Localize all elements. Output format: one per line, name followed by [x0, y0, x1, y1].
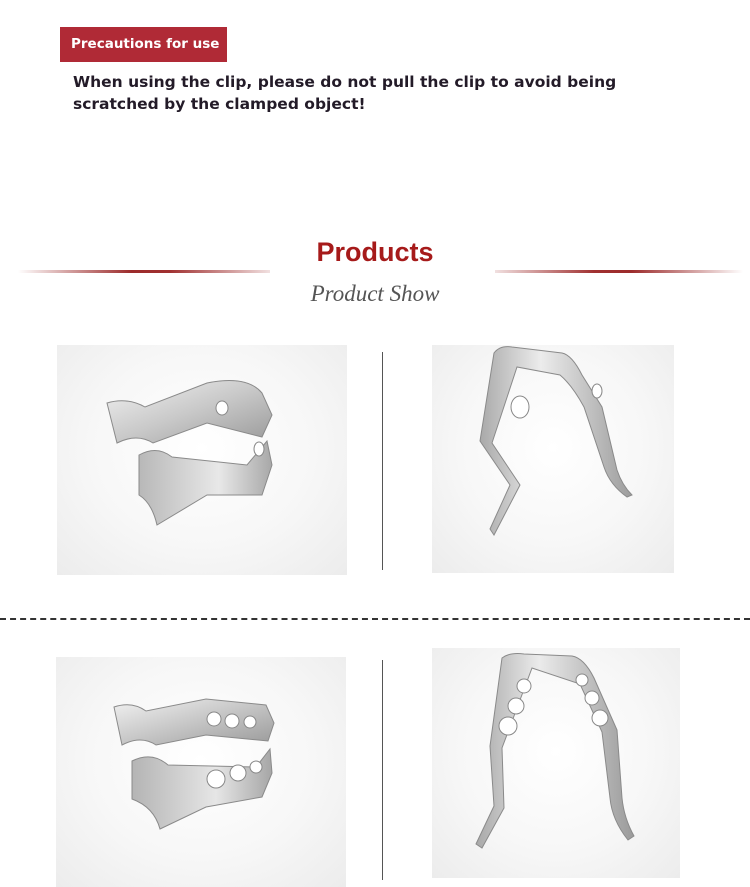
products-title: Products	[316, 237, 434, 267]
product-show-subtitle: Product Show	[310, 281, 440, 306]
two-hole-arch-clip-photo	[432, 345, 674, 573]
six-hole-u-clip-photo	[56, 657, 346, 887]
left-divider-rule	[18, 270, 270, 273]
precautions-notice: When using the clip, please do not pull the clip to avoid being scratched by the clamped object!	[73, 73, 617, 113]
dashed-separator	[0, 618, 750, 620]
row1-vertical-separator	[382, 352, 383, 570]
right-divider-rule	[495, 270, 743, 273]
two-hole-u-clip-photo	[57, 345, 347, 575]
row2-vertical-separator	[382, 660, 383, 880]
precautions-badge: Precautions for use	[60, 27, 227, 62]
six-hole-arch-clip-photo	[432, 648, 680, 878]
